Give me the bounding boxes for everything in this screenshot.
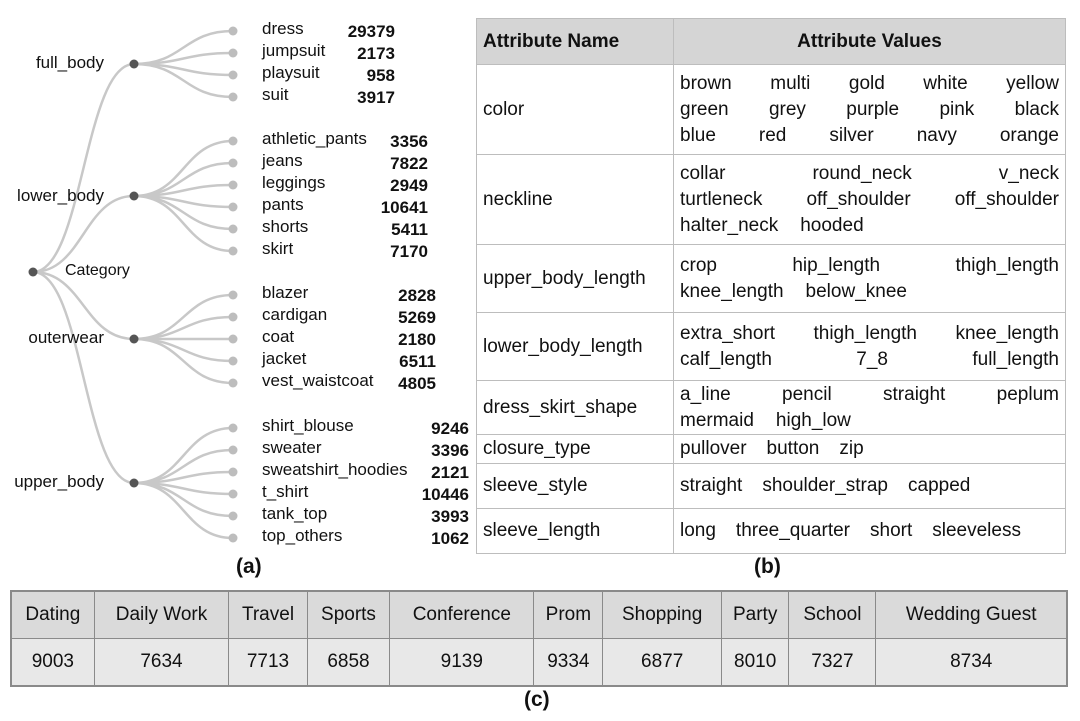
attribute-value: pencil: [782, 383, 832, 405]
attribute-name-header: Attribute Name: [477, 19, 674, 65]
attribute-value-line: [680, 253, 1059, 279]
attribute-value: high_low: [775, 409, 851, 431]
attribute-name: color: [477, 65, 674, 155]
attribute-row-lower_body_length: [477, 313, 1066, 381]
attribute-value: red: [758, 124, 787, 146]
leaf-node: [229, 159, 238, 168]
attribute-value: blue: [680, 124, 716, 146]
leaf-count: 958: [366, 66, 395, 85]
group-label-lower_body: lower_body: [17, 186, 104, 205]
occasion-count: 6858: [307, 639, 389, 687]
group-node: [130, 335, 139, 344]
attribute-value: thigh_length: [955, 254, 1059, 276]
occasion-label: Prom: [534, 591, 603, 639]
leaf-node: [229, 379, 238, 388]
attribute-value: knee_length: [680, 280, 784, 302]
tree-edge: [134, 483, 233, 538]
attribute-value-line: [680, 279, 1059, 305]
leaf-count: 3993: [431, 507, 469, 526]
attribute-row-sleeve_length: [477, 509, 1066, 554]
attribute-row-neckline: [477, 155, 1066, 245]
attribute-value: short: [870, 520, 913, 541]
attribute-name: dress_skirt_shape: [477, 381, 674, 435]
leaf-label: dress: [262, 19, 304, 38]
leaf-node: [229, 247, 238, 256]
attribute-value-line: [680, 123, 1059, 149]
leaf-count: 9246: [431, 419, 469, 438]
occasion-count: 8010: [721, 639, 788, 687]
attribute-value: yellow: [1006, 72, 1059, 94]
leaf-count: 2828: [398, 286, 436, 305]
attribute-value: silver: [829, 124, 874, 146]
tree-edge: [134, 339, 233, 361]
occasion-label: Travel: [229, 591, 307, 639]
attribute-value-line: [680, 382, 1059, 408]
group-node: [130, 192, 139, 201]
occasion-table: [10, 590, 1068, 687]
attribute-value: straight: [680, 475, 743, 496]
attribute-value-line: [680, 71, 1059, 97]
leaf-node: [229, 27, 238, 36]
leaf-node: [229, 137, 238, 146]
leaf-node: [229, 490, 238, 499]
attribute-value-line: [680, 213, 1059, 239]
attribute-values: [674, 155, 1066, 245]
attribute-value: full_length: [972, 348, 1059, 370]
leaf-label: tank_top: [262, 504, 328, 523]
attribute-table: [476, 18, 1066, 554]
attribute-value: v_neck: [998, 162, 1059, 184]
leaf-count: 7170: [390, 242, 428, 261]
occasion-count: 7634: [94, 639, 229, 687]
leaf-label: vest_waistcoat: [262, 371, 374, 390]
attribute-values-header: Attribute Values: [674, 19, 1066, 65]
attribute-value: pink: [939, 98, 975, 120]
attribute-value-line: [680, 97, 1059, 123]
occasion-count: 9334: [534, 639, 603, 687]
leaf-node: [229, 93, 238, 102]
attribute-value: knee_length: [955, 322, 1059, 344]
attribute-value: thigh_length: [813, 322, 918, 344]
occasion-count: 6877: [603, 639, 722, 687]
attribute-value: hooded: [800, 214, 864, 236]
attribute-name: upper_body_length: [477, 245, 674, 313]
leaf-count: 2121: [431, 463, 469, 482]
leaf-label: top_others: [262, 526, 343, 545]
attribute-values: [674, 464, 1066, 509]
attribute-value-line: [680, 518, 1059, 544]
tree-edge: [134, 141, 233, 196]
attribute-value: peplum: [996, 383, 1059, 405]
leaf-count: 3356: [390, 132, 428, 151]
tree-edge: [33, 64, 134, 272]
attribute-values: [674, 65, 1066, 155]
tree-edge: [134, 428, 233, 483]
attribute-value: button: [766, 438, 820, 459]
attribute-value: zip: [839, 438, 864, 459]
leaf-node: [229, 71, 238, 80]
attribute-value: white: [923, 72, 968, 94]
leaf-node: [229, 225, 238, 234]
attribute-value: calf_length: [680, 348, 772, 370]
attribute-value-line: [680, 473, 1059, 499]
leaf-label: leggings: [262, 173, 326, 192]
occasion-label: Daily Work: [94, 591, 229, 639]
leaf-label: suit: [262, 85, 289, 104]
tree-edge: [33, 196, 134, 272]
leaf-count: 2173: [357, 44, 395, 63]
group-label-upper_body: upper_body: [14, 472, 104, 491]
tree-edge: [134, 317, 233, 339]
leaf-count: 5269: [398, 308, 436, 327]
attribute-value: off_shoulder: [954, 188, 1059, 210]
occasion-label: Dating: [11, 591, 94, 639]
attribute-value: 7_8: [856, 348, 888, 370]
leaf-count: 5411: [391, 220, 428, 239]
leaf-count: 29379: [347, 22, 395, 41]
leaf-node: [229, 512, 238, 521]
leaf-node: [229, 335, 238, 344]
occasion-count: 9003: [11, 639, 94, 687]
attribute-value: black: [1014, 98, 1059, 120]
leaf-node: [229, 291, 238, 300]
leaf-label: shirt_blouse: [262, 416, 354, 435]
leaf-count: 6511: [399, 352, 436, 371]
occasion-label: Wedding Guest: [876, 591, 1067, 639]
occasion-label: Sports: [307, 591, 389, 639]
caption-b: (b): [754, 555, 781, 578]
leaf-label: cardigan: [262, 305, 328, 324]
leaf-label: jumpsuit: [262, 41, 326, 60]
leaf-label: playsuit: [262, 63, 320, 82]
attribute-value: collar: [680, 162, 726, 184]
occasion-label: Party: [721, 591, 788, 639]
attribute-row-closure_type: [477, 435, 1066, 464]
leaf-node: [229, 49, 238, 58]
leaf-node: [229, 181, 238, 190]
occasion-count: 9139: [390, 639, 534, 687]
attribute-value-line: [680, 161, 1059, 187]
attribute-value: turtleneck: [680, 188, 763, 210]
attribute-value: a_line: [680, 383, 731, 405]
attribute-value: orange: [999, 124, 1059, 146]
attribute-row-sleeve_style: [477, 464, 1066, 509]
leaf-count: 10641: [380, 198, 428, 217]
caption-c: (c): [524, 688, 550, 711]
occasion-label: Conference: [390, 591, 534, 639]
leaf-label: sweater: [262, 438, 322, 457]
attribute-value: gold: [848, 72, 885, 94]
attribute-value: extra_short: [680, 322, 776, 344]
leaf-label: t_shirt: [262, 482, 309, 501]
occasion-counts-row: [11, 639, 1067, 687]
attribute-name: sleeve_style: [477, 464, 674, 509]
leaf-label: blazer: [262, 283, 309, 302]
leaf-count: 2180: [398, 330, 436, 349]
group-node: [130, 60, 139, 69]
group-label-outerwear: outerwear: [28, 328, 104, 347]
attribute-value: pullover: [680, 438, 747, 459]
attribute-row-dress_skirt_shape: [477, 381, 1066, 435]
attribute-value: long: [680, 520, 716, 541]
leaf-label: shorts: [262, 217, 309, 236]
attribute-value: three_quarter: [735, 520, 850, 541]
leaf-node: [229, 313, 238, 322]
attribute-values: [674, 509, 1066, 554]
attribute-value: multi: [770, 72, 811, 94]
occasion-count: 8734: [876, 639, 1067, 687]
root-node: [29, 268, 38, 277]
category-tree-diagram: [0, 0, 480, 560]
attribute-name: sleeve_length: [477, 509, 674, 554]
attribute-value: crop: [680, 254, 717, 276]
leaf-label: pants: [262, 195, 304, 214]
leaf-label: jacket: [262, 349, 307, 368]
leaf-label: coat: [262, 327, 295, 346]
leaf-count: 10446: [421, 485, 469, 504]
attribute-row-color: [477, 65, 1066, 155]
attribute-values: [674, 381, 1066, 435]
attribute-value: sleeveless: [932, 520, 1021, 541]
attribute-value: off_shoulder: [806, 188, 911, 210]
leaf-count: 7822: [390, 154, 428, 173]
leaf-node: [229, 446, 238, 455]
attribute-value: brown: [680, 72, 732, 94]
leaf-count: 4805: [398, 374, 436, 393]
leaf-node: [229, 424, 238, 433]
attribute-value: capped: [908, 475, 971, 496]
attribute-value-line: [680, 408, 1059, 434]
attribute-values: [674, 313, 1066, 381]
root-label: Category: [65, 262, 130, 279]
attribute-value: mermaid: [680, 409, 754, 431]
occasion-count: 7327: [789, 639, 876, 687]
attribute-value: round_neck: [812, 162, 912, 184]
leaf-node: [229, 468, 238, 477]
leaf-count: 3917: [357, 88, 395, 107]
leaf-label: skirt: [262, 239, 294, 258]
group-label-full_body: full_body: [35, 53, 104, 72]
leaf-count: 2949: [390, 176, 428, 195]
attribute-value: navy: [916, 124, 957, 146]
occasion-label: Shopping: [603, 591, 722, 639]
attribute-values: [674, 245, 1066, 313]
attribute-value: green: [680, 98, 729, 120]
tree-edge: [134, 196, 233, 251]
attribute-row-upper_body_length: [477, 245, 1066, 313]
attribute-value: below_knee: [805, 280, 907, 302]
occasion-labels-row: [11, 591, 1067, 639]
attribute-value-line: [680, 187, 1059, 213]
attribute-name: neckline: [477, 155, 674, 245]
leaf-count: 1062: [431, 529, 469, 548]
group-node: [130, 479, 139, 488]
attribute-value: grey: [768, 98, 806, 120]
caption-a: (a): [236, 555, 262, 578]
attribute-table-header: [477, 19, 1066, 65]
attribute-value-line: [680, 347, 1059, 373]
attribute-values: [674, 435, 1066, 464]
attribute-name: lower_body_length: [477, 313, 674, 381]
occasion-label: School: [789, 591, 876, 639]
attribute-value: straight: [883, 383, 946, 405]
occasion-count: 7713: [229, 639, 307, 687]
leaf-node: [229, 534, 238, 543]
attribute-value-line: [680, 321, 1059, 347]
attribute-value: purple: [846, 98, 900, 120]
attribute-value: halter_neck: [680, 214, 779, 236]
leaf-count: 3396: [431, 441, 469, 460]
attribute-value: shoulder_strap: [762, 475, 889, 496]
leaf-label: sweatshirt_hoodies: [262, 460, 408, 479]
leaf-node: [229, 203, 238, 212]
leaf-node: [229, 357, 238, 366]
leaf-label: jeans: [262, 151, 303, 170]
attribute-value-line: [680, 436, 1059, 462]
attribute-name: closure_type: [477, 435, 674, 464]
leaf-label: athletic_pants: [262, 129, 367, 148]
attribute-value: hip_length: [792, 254, 881, 276]
